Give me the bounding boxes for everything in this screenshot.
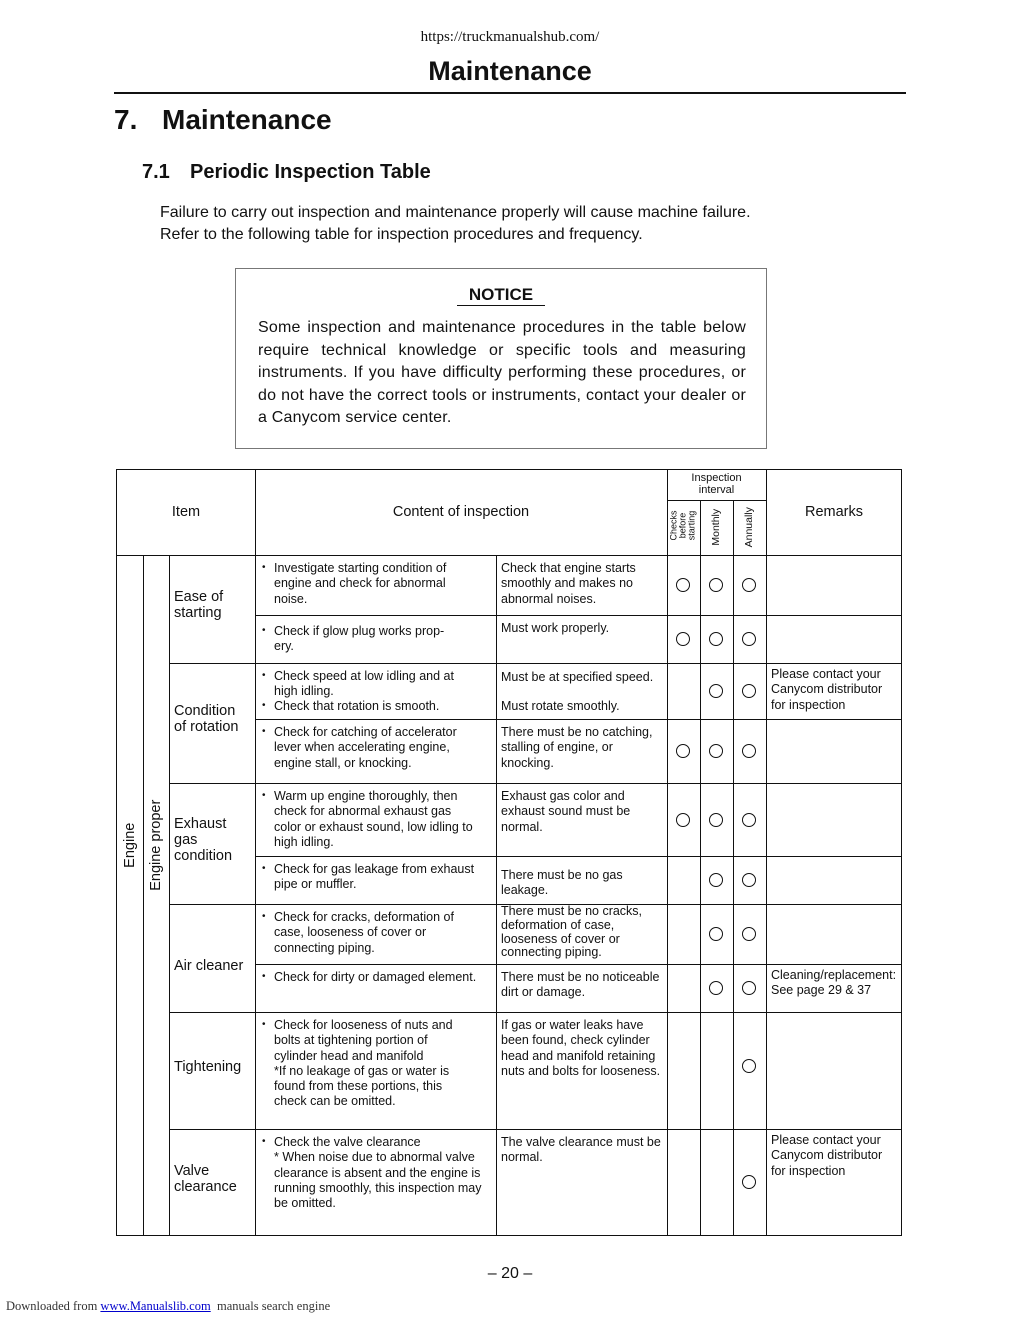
header-content: Content of inspection (392, 504, 530, 520)
inspection-procedure: Check the valve clearance * When noise due to abnormal valve clearance is absent and the engine is running smoothly, this inspection may be omitted. (274, 1135, 482, 1211)
intro-paragraph (160, 202, 751, 246)
table-rule (169, 783, 902, 784)
inspection-procedure: Check for catching of accelerator lever when accelerating engine, engine stall, or knocking. (274, 725, 457, 770)
section-heading (114, 104, 332, 136)
inspection-criterion: Must be at specified speed. (501, 670, 654, 684)
inspection-mark-annually (742, 873, 756, 887)
inspection-procedure: Warm up engine thoroughly, then check for abnormal exhaust gas color or exhaust sound, low idling to high idling. (274, 789, 473, 849)
header-remarks: Remarks (804, 504, 863, 520)
subsection-heading (142, 161, 431, 184)
bullet-icon: • (262, 625, 266, 636)
bullet-icon: • (262, 1136, 266, 1147)
table-rule (733, 500, 734, 1236)
inspection-procedure: Check speed at low idling and at high idling. (274, 669, 454, 699)
inspection-procedure: Check that rotation is smooth. (274, 699, 440, 713)
inspection-mark-monthly (709, 578, 723, 592)
footer-suffix: manuals search engine (216, 1299, 331, 1313)
inspection-procedure: Check for gas leakage from exhaust pipe or muffler. (274, 862, 475, 892)
inspection-mark-annually (742, 981, 756, 995)
inspection-mark-checks (676, 632, 690, 646)
inspection-mark-annually (742, 744, 756, 758)
intro-line: Refer to the following table for inspection procedures and frequency. (160, 226, 643, 243)
header-checks-before-starting: Checks before starting (668, 510, 697, 541)
table-rule (255, 964, 902, 965)
inspection-procedure: Check if glow plug works prop- ery. (274, 624, 445, 654)
bullet-icon: • (262, 670, 266, 681)
notice-box (235, 268, 767, 449)
item-label: Air cleaner (174, 958, 244, 974)
item-label: Valve clearance (174, 1162, 237, 1195)
inspection-criterion: There must be no cracks, deformation of case, looseness of cover or connecting piping. (501, 904, 643, 960)
inspection-mark-checks (676, 813, 690, 827)
table-rule (169, 1012, 902, 1013)
manualslib-link[interactable]: www.Manualslib.com (100, 1299, 211, 1313)
table-rule (169, 1129, 902, 1130)
table-rule (117, 555, 902, 556)
inspection-criterion: If gas or water leaks have been found, check cylinder head and manifold retaining nuts and bolts for looseness. (501, 1018, 661, 1078)
inspection-criterion: Must rotate smoothly. (501, 699, 620, 713)
inspection-mark-annually (742, 632, 756, 646)
header-item: Item (171, 504, 201, 520)
table-rule (766, 470, 767, 1236)
header-inspection-interval: Inspection interval (691, 472, 742, 496)
notice-body: Some inspection and maintenance procedures in the table below require technical knowledge or specific tools and measuring instruments. If you have difficulty performing these procedures, or do not have the correct tools or instruments, contact your dealer or a Canycom service center. (258, 319, 746, 426)
inspection-criterion: Must work properly. (501, 621, 610, 635)
notice-title: NOTICE (457, 285, 545, 306)
inspection-mark-monthly (709, 632, 723, 646)
inspection-table (116, 469, 902, 1236)
header-annually: Annually (742, 506, 755, 548)
table-rule (496, 555, 497, 1236)
intro-line: Failure to carry out inspection and maintenance properly will cause machine failure. (160, 204, 751, 221)
inspection-mark-annually (742, 1175, 756, 1189)
inspection-mark-monthly (709, 981, 723, 995)
table-rule (700, 500, 701, 1236)
bullet-icon: • (262, 726, 266, 737)
header-monthly: Monthly (709, 508, 722, 546)
running-header-title: Maintenance (428, 56, 592, 86)
table-rule (255, 470, 256, 1236)
inspection-procedure: Check for looseness of nuts and bolts at tightening portion of cylinder head and manifold *If no leakage of gas or water is found from these portions, this check can be omitted. (274, 1018, 453, 1109)
table-rule (667, 470, 668, 1236)
subsection-title: Periodic Inspection Table (190, 161, 431, 183)
inspection-mark-checks (676, 578, 690, 592)
subsection-number: 7.1 (142, 161, 170, 183)
inspection-criterion: Check that engine starts smoothly and makes no abnormal noises. (501, 561, 636, 606)
bullet-icon: • (262, 1019, 266, 1030)
footer-prefix: Downloaded from (6, 1299, 98, 1313)
inspection-criterion: The valve clearance must be normal. (501, 1135, 661, 1165)
inspection-mark-monthly (709, 927, 723, 941)
subgroup-label-engine-proper: Engine proper (147, 799, 164, 891)
download-footer (6, 1299, 330, 1314)
group-label-engine: Engine (121, 822, 138, 868)
inspection-mark-monthly (709, 744, 723, 758)
section-title: Maintenance (162, 104, 332, 135)
bullet-icon: • (262, 700, 266, 711)
item-label: Exhaust gas condition (174, 815, 233, 864)
item-label: Tightening (174, 1058, 242, 1075)
table-rule (169, 663, 902, 664)
page-number: – 20 – (487, 1265, 533, 1282)
inspection-procedure: Investigate starting condition of engine and check for abnormal noise. (274, 561, 447, 606)
table-rule (255, 856, 902, 857)
table-rule (255, 719, 902, 720)
table-rule (255, 615, 902, 616)
inspection-procedure: Check for dirty or damaged element. (274, 970, 477, 984)
remarks-text: Cleaning/replacement: See page 29 & 37 (771, 968, 897, 998)
bullet-icon: • (262, 911, 266, 922)
inspection-procedure: Check for cracks, deformation of case, looseness of cover or connecting piping. (274, 910, 454, 955)
bullet-icon: • (262, 863, 266, 874)
inspection-criterion: Exhaust gas color and exhaust sound must be normal. (501, 789, 631, 834)
bullet-icon: • (262, 562, 266, 573)
inspection-mark-monthly (709, 873, 723, 887)
inspection-mark-annually (742, 684, 756, 698)
bullet-icon: • (262, 790, 266, 801)
item-label: Condition of rotation (174, 703, 239, 735)
item-label: Ease of starting (174, 589, 224, 621)
table-rule (169, 555, 170, 1236)
inspection-mark-checks (676, 744, 690, 758)
remarks-text: Please contact your Canycom distributor for inspection (771, 1133, 883, 1178)
inspection-criterion: There must be no noticeable dirt or damage. (501, 970, 660, 1000)
section-number: 7. (114, 104, 138, 135)
bullet-icon: • (262, 971, 266, 982)
inspection-mark-annually (742, 578, 756, 592)
source-url: https://truckmanualshub.com/ (420, 29, 600, 45)
inspection-criterion: There must be no gas leakage. (501, 868, 623, 898)
inspection-mark-annually (742, 927, 756, 941)
remarks-text: Please contact your Canycom distributor for inspection (771, 667, 883, 712)
inspection-mark-annually (742, 813, 756, 827)
inspection-mark-monthly (709, 684, 723, 698)
inspection-mark-monthly (709, 813, 723, 827)
inspection-mark-annually (742, 1059, 756, 1073)
table-rule (143, 555, 144, 1236)
header-rule (114, 92, 906, 94)
inspection-criterion: There must be no catching, stalling of engine, or knocking. (501, 725, 653, 770)
